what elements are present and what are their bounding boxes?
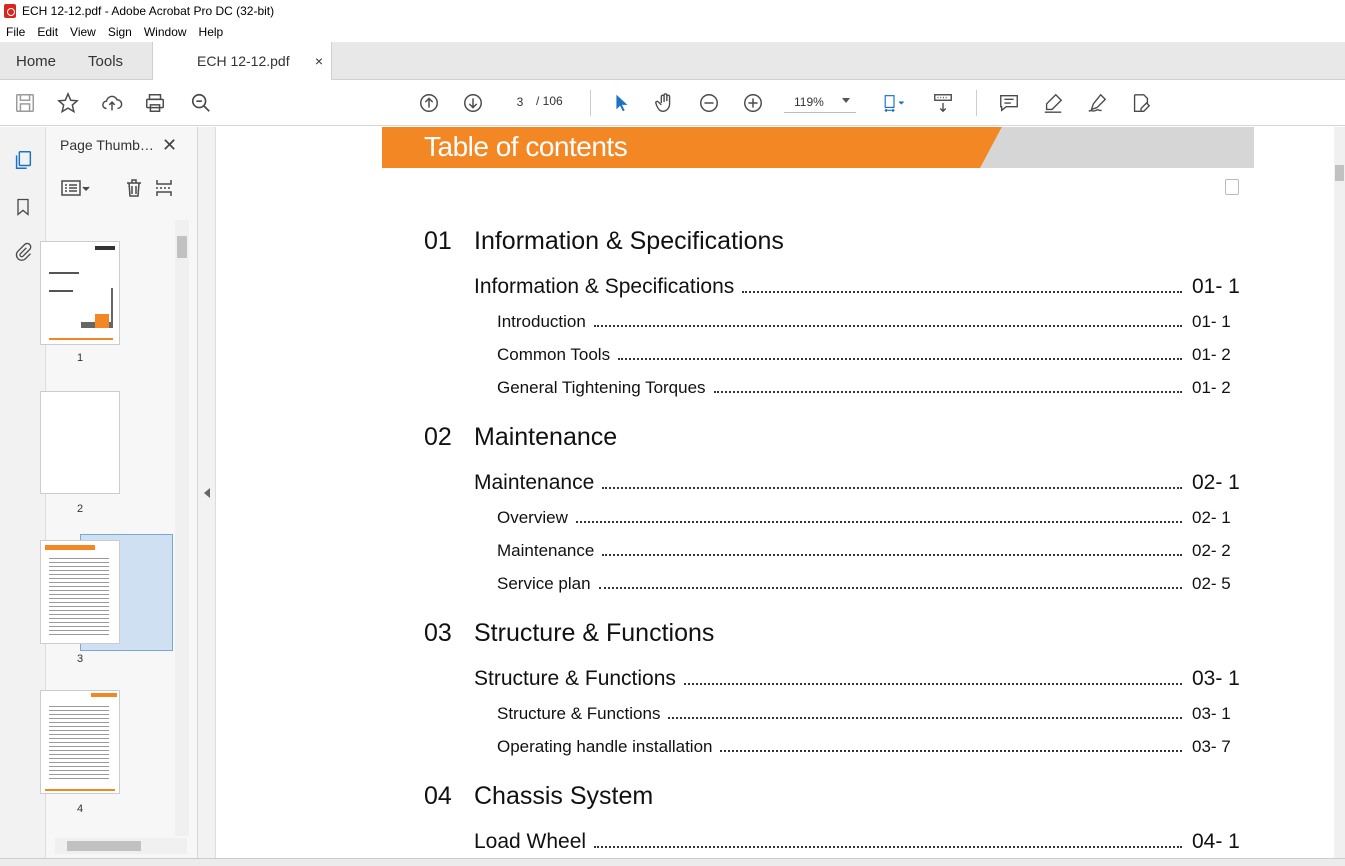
toc-entry-page: 02- 5 — [1192, 574, 1231, 593]
dot-leader — [599, 587, 1182, 589]
scrollbar-thumb[interactable] — [177, 236, 187, 258]
toc-entry-page: 03- 7 — [1192, 737, 1231, 756]
save-icon[interactable] — [12, 90, 38, 116]
thumbnail-page-number: 2 — [76, 503, 84, 515]
panel-title: Page Thumb… — [60, 137, 154, 153]
window-title: ECH 12-12.pdf - Adobe Acrobat Pro DC (32-bit) — [22, 4, 275, 18]
toc-entry-page: 01- 1 — [1192, 275, 1240, 298]
toc-entry-label: Structure & Functions — [497, 704, 661, 723]
fit-page-icon[interactable] — [876, 90, 912, 116]
thumbnail-page-4[interactable] — [40, 690, 120, 794]
toc-entry-label: Information & Specifications — [474, 275, 735, 298]
extract-pages-icon[interactable] — [154, 177, 174, 204]
toc-entry-label: Operating handle installation — [497, 737, 713, 756]
toc-entry-page: 01- 1 — [1192, 312, 1231, 331]
document-vertical-scrollbar[interactable] — [1334, 127, 1345, 862]
zoom-in-icon[interactable] — [740, 90, 766, 116]
toc-entry-page: 02- 1 — [1192, 508, 1231, 527]
comment-icon[interactable] — [996, 90, 1022, 116]
menu-window[interactable]: Window — [143, 25, 187, 39]
attachments-paperclip-icon[interactable] — [11, 240, 35, 264]
tab-document-label: ECH 12-12.pdf — [197, 53, 290, 69]
dot-leader — [714, 391, 1182, 393]
toc-entry[interactable] — [497, 345, 1240, 365]
tab-bar — [0, 42, 1345, 80]
thumbnail-page-number: 4 — [76, 803, 84, 815]
toc-entry-label: General Tightening Torques — [497, 378, 706, 397]
section-heading — [424, 227, 784, 256]
scrollbar-thumb[interactable] — [67, 841, 141, 851]
menu-view[interactable]: View — [70, 25, 96, 39]
toc-entry-page: 01- 2 — [1192, 378, 1231, 397]
menu-edit[interactable]: Edit — [37, 25, 59, 39]
toc-banner — [382, 127, 1254, 168]
toc-entry-label: Load Wheel — [474, 830, 587, 853]
toc-entry-label: Structure & Functions — [474, 667, 676, 690]
menu-sign[interactable]: Sign — [107, 25, 132, 39]
zoom-out-icon[interactable] — [696, 90, 722, 116]
acrobat-app-icon — [4, 4, 16, 18]
banner-grey-band — [980, 127, 1254, 168]
delete-page-icon[interactable] — [124, 177, 144, 204]
toc-entry[interactable] — [497, 704, 1240, 724]
highlight-pen-icon[interactable] — [1040, 90, 1066, 116]
thumbnail-page-number: 1 — [76, 352, 84, 364]
section-number: 03 — [424, 619, 452, 647]
panel-toolbar — [58, 177, 174, 204]
panel-collapse-strip[interactable] — [198, 127, 216, 862]
toc-entry[interactable] — [474, 471, 1240, 495]
print-icon[interactable] — [142, 90, 168, 116]
section-heading — [424, 423, 617, 452]
toc-entry[interactable] — [497, 312, 1240, 332]
scrollbar-thumb[interactable] — [1335, 165, 1344, 181]
dot-leader — [602, 487, 1182, 489]
thumbnail-options-icon[interactable] — [58, 178, 92, 203]
dot-leader — [668, 717, 1182, 719]
section-number: 04 — [424, 782, 452, 810]
toc-title: Table of contents — [424, 131, 628, 162]
find-zoom-icon[interactable] — [188, 90, 214, 116]
toc-entry-label: Maintenance — [474, 471, 595, 494]
tab-tools[interactable]: Tools — [88, 52, 124, 70]
toc-entry[interactable] — [497, 574, 1240, 594]
tab-document[interactable] — [152, 42, 332, 80]
section-title: Chassis System — [474, 782, 654, 810]
title-bar — [0, 0, 1345, 22]
bookmarks-icon[interactable] — [11, 195, 35, 219]
close-panel-icon[interactable]: ✕ — [162, 135, 178, 155]
bookmark-star-icon[interactable] — [55, 90, 81, 116]
page-number-input[interactable]: 3 — [516, 95, 524, 109]
select-cursor-icon[interactable] — [608, 90, 634, 116]
document-viewer[interactable] — [217, 127, 1334, 862]
page-corner-icon — [1225, 179, 1239, 195]
toc-entry[interactable] — [474, 275, 1240, 299]
dot-leader — [720, 750, 1182, 752]
toc-entry[interactable] — [497, 378, 1240, 398]
tab-home[interactable]: Home — [16, 52, 57, 70]
section-title: Maintenance — [474, 423, 618, 451]
toc-entry-page: 01- 2 — [1192, 345, 1231, 364]
toc-entry-page: 03- 1 — [1192, 704, 1231, 723]
next-page-icon[interactable] — [460, 90, 486, 116]
toc-entry-label: Service plan — [497, 574, 591, 593]
menu-help[interactable]: Help — [198, 25, 224, 39]
hand-tool-icon[interactable] — [652, 90, 678, 116]
toc-entry-page: 03- 1 — [1192, 667, 1240, 690]
upload-cloud-icon[interactable] — [99, 90, 125, 116]
toc-entry-label: Overview — [497, 508, 568, 527]
dot-leader — [594, 325, 1182, 327]
thumbnail-page-1[interactable] — [40, 241, 120, 345]
dot-leader — [684, 683, 1182, 685]
section-heading — [424, 782, 653, 811]
dot-leader — [742, 291, 1182, 293]
zoom-level-dropdown[interactable] — [784, 91, 856, 113]
thumbnail-page-number: 3 — [76, 653, 84, 665]
dot-leader — [594, 846, 1182, 848]
draw-signature-icon[interactable] — [1084, 90, 1110, 116]
toc-entry[interactable] — [497, 508, 1240, 528]
section-title: Structure & Functions — [474, 619, 715, 647]
menu-bar — [0, 22, 1345, 42]
toc-entry-page: 02- 1 — [1192, 471, 1240, 494]
status-strip — [0, 858, 1345, 866]
section-number: 02 — [424, 423, 452, 451]
menu-file[interactable]: File — [6, 25, 26, 39]
toolbar-divider — [590, 90, 591, 116]
dot-leader — [576, 521, 1182, 523]
section-number: 01 — [424, 227, 452, 255]
chevron-down-icon — [842, 98, 850, 103]
toc-entry[interactable] — [474, 830, 1240, 854]
fill-sign-icon[interactable] — [1128, 90, 1154, 116]
toc-entry[interactable] — [497, 737, 1240, 757]
page-thumbnails-icon[interactable] — [11, 148, 35, 172]
toc-entry[interactable] — [474, 667, 1240, 691]
thumbnail-vertical-scrollbar[interactable] — [175, 220, 189, 836]
thumbnail-horizontal-scrollbar[interactable] — [55, 838, 187, 854]
thumbnail-page-3[interactable] — [40, 540, 120, 644]
dot-leader — [602, 554, 1182, 556]
toc-entry-page: 04- 1 — [1192, 830, 1240, 853]
section-title: Information & Specifications — [474, 227, 784, 255]
scroll-mode-icon[interactable] — [930, 90, 956, 116]
toc-entry-page: 02- 2 — [1192, 541, 1231, 560]
close-tab-icon[interactable]: × — [314, 53, 323, 69]
collapse-arrow-icon[interactable] — [204, 488, 210, 498]
toc-entry-label: Maintenance — [497, 541, 595, 560]
toc-entry-label: Common Tools — [497, 345, 611, 364]
zoom-level-value: 119% — [794, 94, 824, 109]
dot-leader — [618, 358, 1182, 360]
section-heading — [424, 619, 714, 648]
thumbnail-page-2[interactable] — [40, 391, 120, 494]
toc-entry[interactable] — [497, 541, 1240, 561]
previous-page-icon[interactable] — [416, 90, 442, 116]
toc-entry-label: Introduction — [497, 312, 586, 331]
page-total: / 106 — [536, 94, 563, 108]
toolbar-divider — [976, 90, 977, 116]
